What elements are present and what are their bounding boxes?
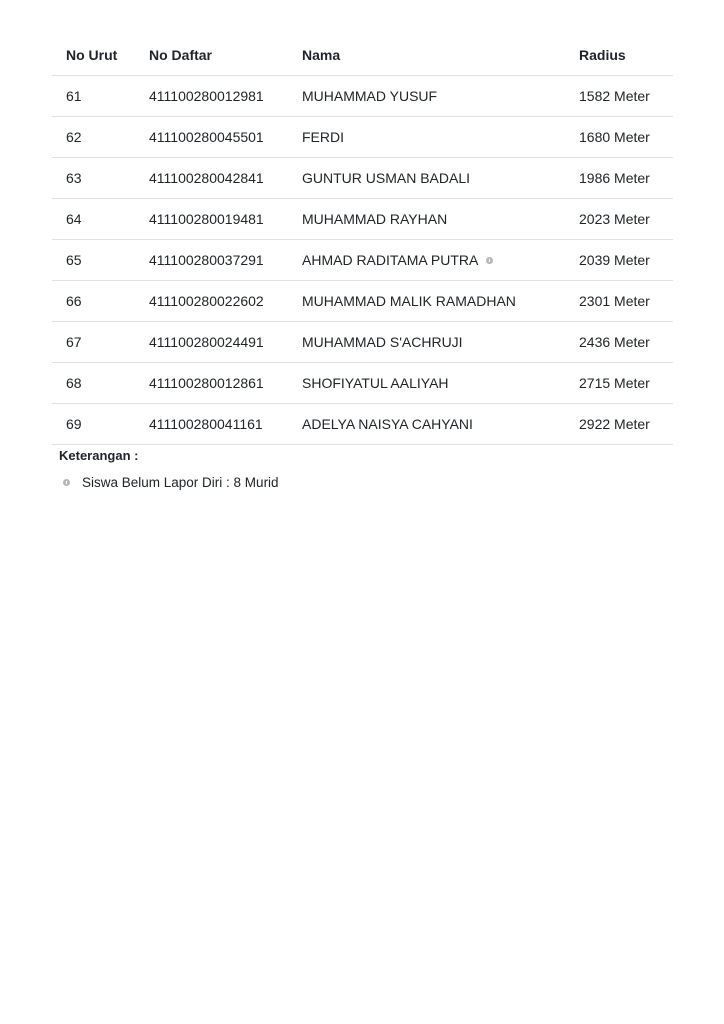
cell-nama bbox=[302, 199, 579, 240]
cell-radius-text: 1680 Meter bbox=[579, 129, 650, 145]
cell-no-daftar-text: 411100280024491 bbox=[149, 334, 264, 350]
cell-no-daftar bbox=[149, 158, 302, 199]
table-header-row bbox=[52, 34, 673, 76]
cell-no-daftar-text: 411100280045501 bbox=[149, 129, 264, 145]
cell-radius-text: 2023 Meter bbox=[579, 211, 650, 227]
cell-no-urut-text: 61 bbox=[66, 88, 82, 104]
table-row bbox=[52, 363, 673, 404]
cell-no-urut bbox=[52, 76, 149, 117]
cell-no-urut-text: 62 bbox=[66, 129, 82, 145]
cell-no-urut-text: 66 bbox=[66, 293, 82, 309]
cell-radius-text: 2301 Meter bbox=[579, 293, 650, 309]
cell-no-urut-text: 68 bbox=[66, 375, 82, 391]
table-row bbox=[52, 322, 673, 363]
student-ranking-table bbox=[52, 34, 673, 445]
cell-nama bbox=[302, 240, 579, 281]
cell-no-urut bbox=[52, 404, 149, 445]
cell-no-urut bbox=[52, 322, 149, 363]
info-icon bbox=[486, 257, 493, 264]
cell-no-daftar bbox=[149, 363, 302, 404]
cell-nama-text: FERDI bbox=[302, 129, 344, 145]
legend-item bbox=[52, 475, 673, 490]
table-row bbox=[52, 404, 673, 445]
cell-no-urut-text: 65 bbox=[66, 252, 82, 268]
header-no-urut: No Urut bbox=[52, 34, 149, 76]
cell-no-daftar-text: 411100280012861 bbox=[149, 375, 264, 391]
header-radius: Radius bbox=[579, 34, 673, 76]
cell-nama bbox=[302, 158, 579, 199]
cell-radius-text: 2039 Meter bbox=[579, 252, 650, 268]
cell-nama-text: SHOFIYATUL AALIYAH bbox=[302, 375, 449, 391]
cell-radius-text: 2436 Meter bbox=[579, 334, 650, 350]
cell-nama bbox=[302, 404, 579, 445]
cell-no-daftar-text: 411100280041161 bbox=[149, 416, 263, 432]
cell-no-urut-text: 69 bbox=[66, 416, 82, 432]
cell-radius bbox=[579, 76, 673, 117]
cell-nama-text: GUNTUR USMAN BADALI bbox=[302, 170, 471, 186]
cell-nama-text: ADELYA NAISYA CAHYANI bbox=[302, 416, 473, 432]
cell-no-urut bbox=[52, 240, 149, 281]
header-nama: Nama bbox=[302, 34, 579, 76]
cell-radius bbox=[579, 117, 673, 158]
table-row bbox=[52, 117, 673, 158]
table-row bbox=[52, 158, 673, 199]
cell-radius-text: 1986 Meter bbox=[579, 170, 650, 186]
cell-nama bbox=[302, 117, 579, 158]
cell-no-urut-text: 64 bbox=[66, 211, 82, 227]
cell-no-daftar bbox=[149, 240, 302, 281]
cell-radius bbox=[579, 199, 673, 240]
cell-radius bbox=[579, 322, 673, 363]
cell-no-urut bbox=[52, 117, 149, 158]
cell-no-daftar bbox=[149, 281, 302, 322]
cell-nama-text: MUHAMMAD MALIK RAMADHAN bbox=[302, 293, 516, 309]
table-row bbox=[52, 199, 673, 240]
cell-no-urut bbox=[52, 199, 149, 240]
cell-nama bbox=[302, 363, 579, 404]
cell-no-daftar bbox=[149, 404, 302, 445]
cell-no-urut bbox=[52, 158, 149, 199]
cell-nama bbox=[302, 281, 579, 322]
cell-no-daftar-text: 411100280019481 bbox=[149, 211, 264, 227]
cell-no-daftar-text: 411100280022602 bbox=[149, 293, 264, 309]
cell-no-daftar bbox=[149, 322, 302, 363]
table-row bbox=[52, 240, 673, 281]
results-page bbox=[52, 34, 673, 490]
legend-item-text: Siswa Belum Lapor Diri : 8 Murid bbox=[82, 475, 279, 490]
table-row bbox=[52, 281, 673, 322]
cell-no-daftar bbox=[149, 199, 302, 240]
cell-no-urut-text: 63 bbox=[66, 170, 82, 186]
cell-no-urut bbox=[52, 363, 149, 404]
table-body bbox=[52, 76, 673, 445]
cell-radius-text: 2922 Meter bbox=[579, 416, 650, 432]
header-no-daftar: No Daftar bbox=[149, 34, 302, 76]
cell-radius-text: 1582 Meter bbox=[579, 88, 650, 104]
cell-nama-text: AHMAD RADITAMA PUTRA bbox=[302, 252, 479, 268]
info-icon bbox=[63, 479, 70, 486]
table-row bbox=[52, 76, 673, 117]
cell-nama-text: MUHAMMAD YUSUF bbox=[302, 88, 438, 104]
cell-no-urut bbox=[52, 281, 149, 322]
cell-radius-text: 2715 Meter bbox=[579, 375, 650, 391]
cell-radius bbox=[579, 281, 673, 322]
cell-no-daftar bbox=[149, 76, 302, 117]
cell-nama bbox=[302, 76, 579, 117]
cell-radius bbox=[579, 363, 673, 404]
cell-radius bbox=[579, 158, 673, 199]
cell-nama bbox=[302, 322, 579, 363]
legend-title: Keterangan : bbox=[59, 448, 139, 463]
cell-nama-text: MUHAMMAD RAYHAN bbox=[302, 211, 448, 227]
cell-no-daftar-text: 411100280042841 bbox=[149, 170, 264, 186]
cell-no-daftar bbox=[149, 117, 302, 158]
cell-no-daftar-text: 411100280037291 bbox=[149, 252, 264, 268]
cell-radius bbox=[579, 404, 673, 445]
cell-nama-text: MUHAMMAD S'ACHRUJI bbox=[302, 334, 463, 350]
cell-radius bbox=[579, 240, 673, 281]
cell-no-daftar-text: 411100280012981 bbox=[149, 88, 264, 104]
cell-no-urut-text: 67 bbox=[66, 334, 82, 350]
